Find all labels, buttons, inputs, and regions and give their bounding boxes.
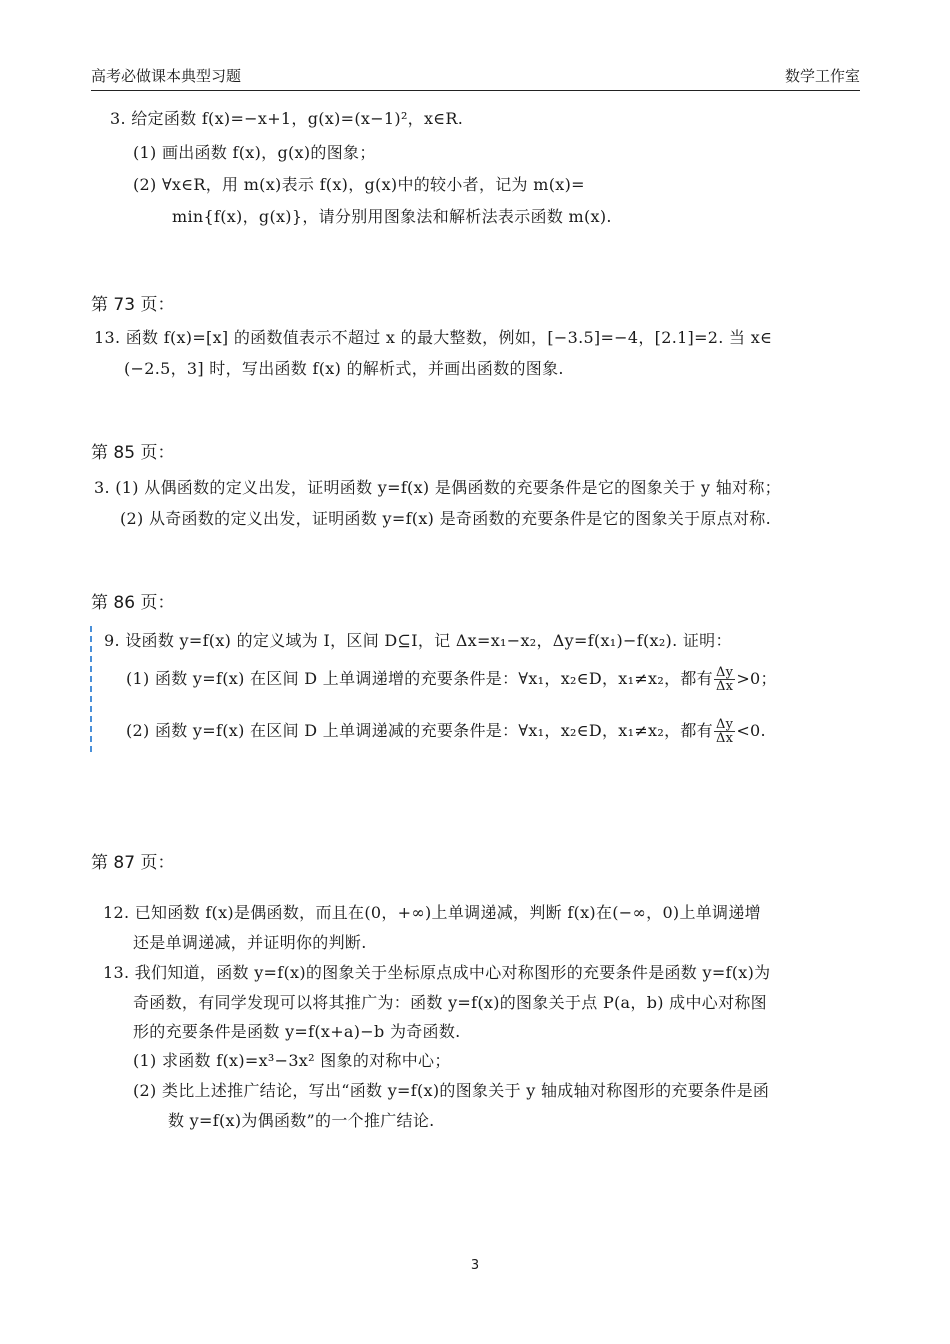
problem-line: (2) 类比上述推广结论，写出“函数 y=f(x)的图象关于 y 轴成轴对称图形的充要条件是函 [133,1081,770,1100]
problem-text: (1) 函数 y=f(x) 在区间 D 上单调递增的充要条件是：∀x₁，x₂∈D，x₁≠x₂，都有 [126,669,713,688]
fraction-dy-dx [714,718,735,745]
problem-text: <0. [736,721,766,740]
header-title: 高考必做课本典型习题 [91,67,242,85]
problem-line: (−2.5，3] 时，写出函数 f(x) 的解析式，并画出函数的图象. [124,359,564,378]
problem-line: (1) 求函数 f(x)=x³−3x² 图象的对称中心； [133,1051,451,1070]
page-number: 3 [470,1258,480,1273]
fraction-denominator: Δx [715,679,734,694]
fraction-denominator: Δx [715,731,734,746]
problem-line [126,718,766,745]
section-title-85: 第 85 页： [91,443,175,463]
problem-line: (1) 画出函数 f(x)，g(x)的图象； [133,143,376,162]
problem-line: 3. 给定函数 f(x)=−x+1，g(x)=(x−1)²，x∈R. [110,109,464,128]
problem-line: 奇函数，有同学发现可以将其推广为：函数 y=f(x)的图象关于点 P(a，b) 成中心对称图 [133,993,767,1012]
problem-text: (2) 函数 y=f(x) 在区间 D 上单调递减的充要条件是：∀x₁，x₂∈D，x₁≠x₂，都有 [126,721,713,740]
section-title-86: 第 86 页： [91,593,175,613]
problem-line: 形的充要条件是函数 y=f(x+a)−b 为奇函数. [133,1022,461,1041]
problem-line: (2) ∀x∈R，用 m(x)表示 f(x)，g(x)中的较小者，记为 m(x)= [133,175,585,194]
dashed-margin-line [90,626,92,752]
section-title-87: 第 87 页： [91,853,175,873]
problem-line: 还是单调递减，并证明你的判断. [133,933,367,952]
fraction-numerator: Δy [715,665,734,680]
problem-line: min{f(x)，g(x)}，请分别用图象法和解析法表示函数 m(x). [172,207,612,226]
problem-line: 13. 函数 f(x)=[x] 的函数值表示不超过 x 的最大整数，例如，[−3.5]=−4，[2.1]=2. 当 x∈ [94,328,773,347]
section-title-73: 第 73 页： [91,295,175,315]
problem-line [126,666,777,693]
problem-line: 9. 设函数 y=f(x) 的定义域为 I，区间 D⊆I，记 Δx=x₁−x₂，Δy=f(x₁)−f(x₂). 证明： [104,631,732,650]
problem-line: 12. 已知函数 f(x)是偶函数，而且在(0，+∞)上单调递减，判断 f(x)在(−∞，0)上单调递增 [103,903,761,922]
problem-line: 13. 我们知道，函数 y=f(x)的图象关于坐标原点成中心对称图形的充要条件是函数 y=f(x)为 [103,963,771,982]
problem-line: 3. (1) 从偶函数的定义出发，证明函数 y=f(x) 是偶函数的充要条件是它的图象关于 y 轴对称； [94,478,781,497]
header-studio: 数学工作室 [784,67,860,85]
fraction-dy-dx [714,666,735,693]
page-header [91,66,860,91]
problem-line: (2) 从奇函数的定义出发，证明函数 y=f(x) 是奇函数的充要条件是它的图象关于原点对称. [120,509,771,528]
problem-line: 数 y=f(x)为偶函数”的一个推广结论. [168,1111,435,1130]
problem-text: >0； [736,669,777,688]
fraction-numerator: Δy [715,717,734,732]
